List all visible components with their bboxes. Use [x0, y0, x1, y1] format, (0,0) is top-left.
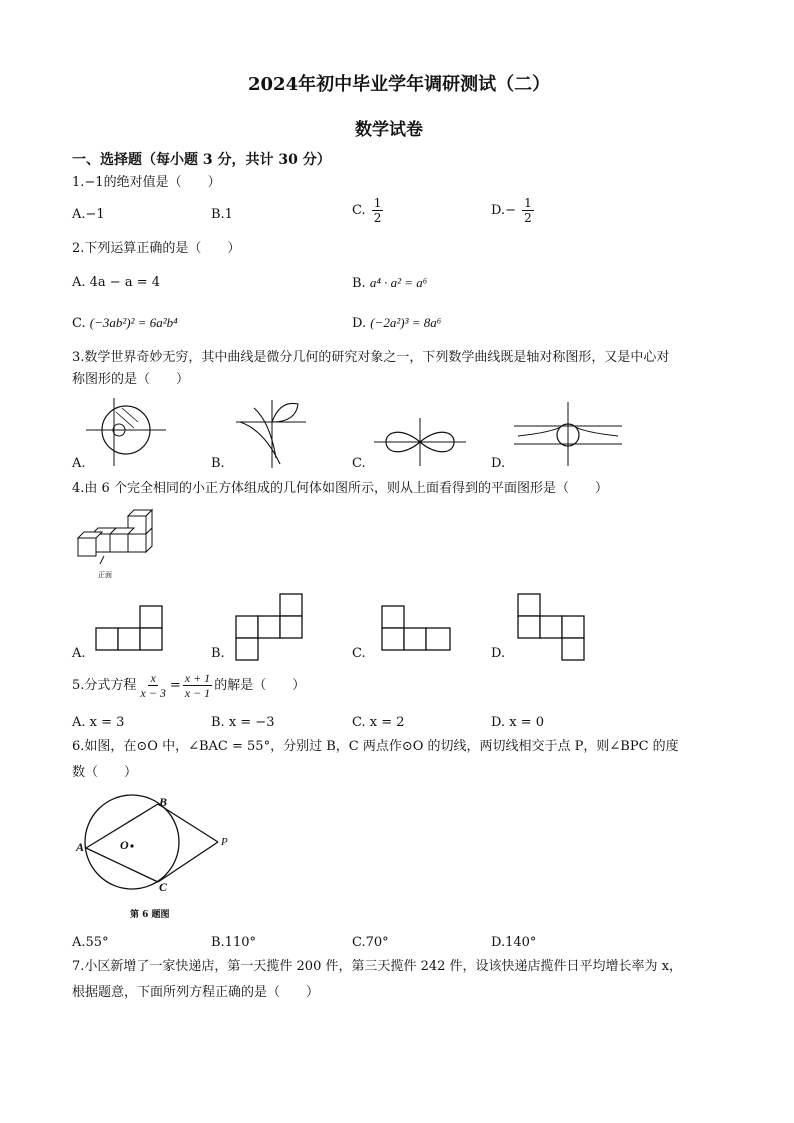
q6-option-c: C.70°: [352, 935, 389, 950]
q1-option-c-label: C.: [352, 203, 366, 218]
q1-d-denominator: 2: [524, 211, 532, 225]
q1-option-d: [491, 196, 536, 225]
q3-figure-a: [86, 398, 166, 466]
q4-option-a-figure: [94, 605, 164, 651]
q2-option-d: [352, 315, 441, 331]
q6-option-b: B.110°: [211, 935, 256, 950]
q1-option-d-fraction: [522, 196, 534, 225]
q5-equals: =: [169, 677, 181, 693]
question-3-stem-line1: 3.数学世界奇妙无穷，其中曲线是微分几何的研究对象之一，下列数学曲线既是轴对称图形，又是中心对: [72, 350, 670, 365]
q4-label-c: C.: [352, 646, 366, 661]
q1-c-denominator: 2: [373, 211, 382, 225]
q6-point-c: C: [159, 880, 168, 894]
exam-subtitle: 数学试卷: [355, 120, 423, 140]
q1-option-a: A.−1: [72, 207, 105, 222]
q2-option-c: [72, 315, 178, 331]
exam-title: 2024年初中毕业学年调研测试（二）: [248, 74, 551, 95]
q3-figure-d: [514, 402, 622, 466]
q5-lhs-fraction: [138, 671, 167, 700]
q5-lhs-denominator: x − 3: [140, 686, 166, 700]
q5-rhs-denominator: x − 1: [184, 686, 211, 700]
q2-option-d-expr: (−2a²)³ = 8a⁶: [370, 315, 442, 330]
q3-figure-b: [236, 400, 316, 468]
q2-option-b: [352, 275, 427, 291]
question-1-stem: 1.−1的绝对值是（ ）: [72, 175, 221, 190]
q2-option-c-expr: (−3ab²)² = 6a²b⁴: [89, 315, 178, 330]
q1-option-c: [352, 196, 385, 225]
q1-option-c-fraction: [372, 196, 384, 225]
q4-solid-figure: [74, 508, 158, 574]
q5-option-d: D. x = 0: [491, 715, 544, 730]
q2-option-c-label: C.: [72, 316, 86, 331]
q4-label-b: B.: [211, 646, 225, 661]
q3-label-c: C.: [352, 456, 366, 471]
q5-rhs-numerator: x + 1: [184, 671, 211, 685]
q5-stem-suffix: 的解是（ ）: [214, 677, 306, 693]
q2-option-b-label: B.: [352, 276, 366, 291]
q3-label-a: A.: [72, 456, 86, 471]
q6-option-d: D.140°: [491, 935, 537, 950]
q2-option-d-label: D.: [352, 316, 367, 331]
q5-rhs-fraction: [183, 671, 212, 700]
q4-label-d: D.: [491, 646, 506, 661]
q5-option-b: B. x = −3: [211, 715, 275, 730]
question-3-stem-line2: 称图形的是（ ）: [72, 372, 190, 387]
question-6-stem-line1: 6.如图，在⊙O 中，∠BAC = 55°，分别过 B，C 两点作⊙O 的切线，两切线相交于点 P，则∠BPC 的度: [72, 739, 679, 754]
q4-front-label: 正面: [98, 571, 112, 579]
question-2-stem: 2.下列运算正确的是（ ）: [72, 241, 241, 256]
q2-option-a: A. 4a − a = 4: [72, 275, 161, 290]
q4-label-a: A.: [72, 646, 86, 661]
q6-option-a: A.55°: [72, 935, 109, 950]
question-6-stem-line2: 数（ ）: [72, 765, 138, 780]
q4-option-b-figure: [234, 593, 304, 661]
q1-option-d-label: D.−: [491, 203, 516, 218]
q6-geometry-figure: [72, 796, 232, 896]
q2-option-b-expr: a⁴ · a² = a⁶: [369, 275, 428, 290]
q3-label-b: B.: [211, 456, 225, 471]
q1-d-numerator: 1: [524, 196, 532, 210]
question-4-stem: 4.由 6 个完全相同的小正方体组成的几何体如图所示，则从上面看得到的平面图形是（ ）: [72, 481, 608, 496]
q5-option-a: A. x = 3: [72, 715, 125, 730]
q6-point-b: B: [159, 795, 168, 809]
q6-point-a: A: [76, 840, 85, 854]
q6-point-o: O: [120, 838, 129, 852]
q5-lhs-numerator: x: [150, 671, 156, 685]
q3-label-d: D.: [491, 456, 506, 471]
q5-option-c: C. x = 2: [352, 715, 405, 730]
q3-figure-c: [374, 418, 466, 466]
q1-c-numerator: 1: [373, 196, 382, 210]
q6-figure-caption: 第 6 题图: [130, 910, 170, 920]
question-5-stem: [72, 671, 305, 700]
q1-option-b: B.1: [211, 207, 233, 222]
q4-option-c-figure: [380, 605, 452, 651]
q6-point-p: P: [221, 836, 228, 848]
question-7-stem-line1: 7.小区新增了一家快递店，第一天揽件 200 件，第三天揽件 242 件，设该快递店揽件日平均增长率为 x，: [72, 959, 683, 974]
section-heading: 一、选择题（每小题 3 分，共计 30 分）: [72, 152, 331, 168]
q4-option-d-figure: [516, 593, 586, 661]
q5-stem-prefix: 5.分式方程: [72, 677, 137, 693]
question-7-stem-line2: 根据题意，下面所列方程正确的是（ ）: [72, 985, 320, 1000]
